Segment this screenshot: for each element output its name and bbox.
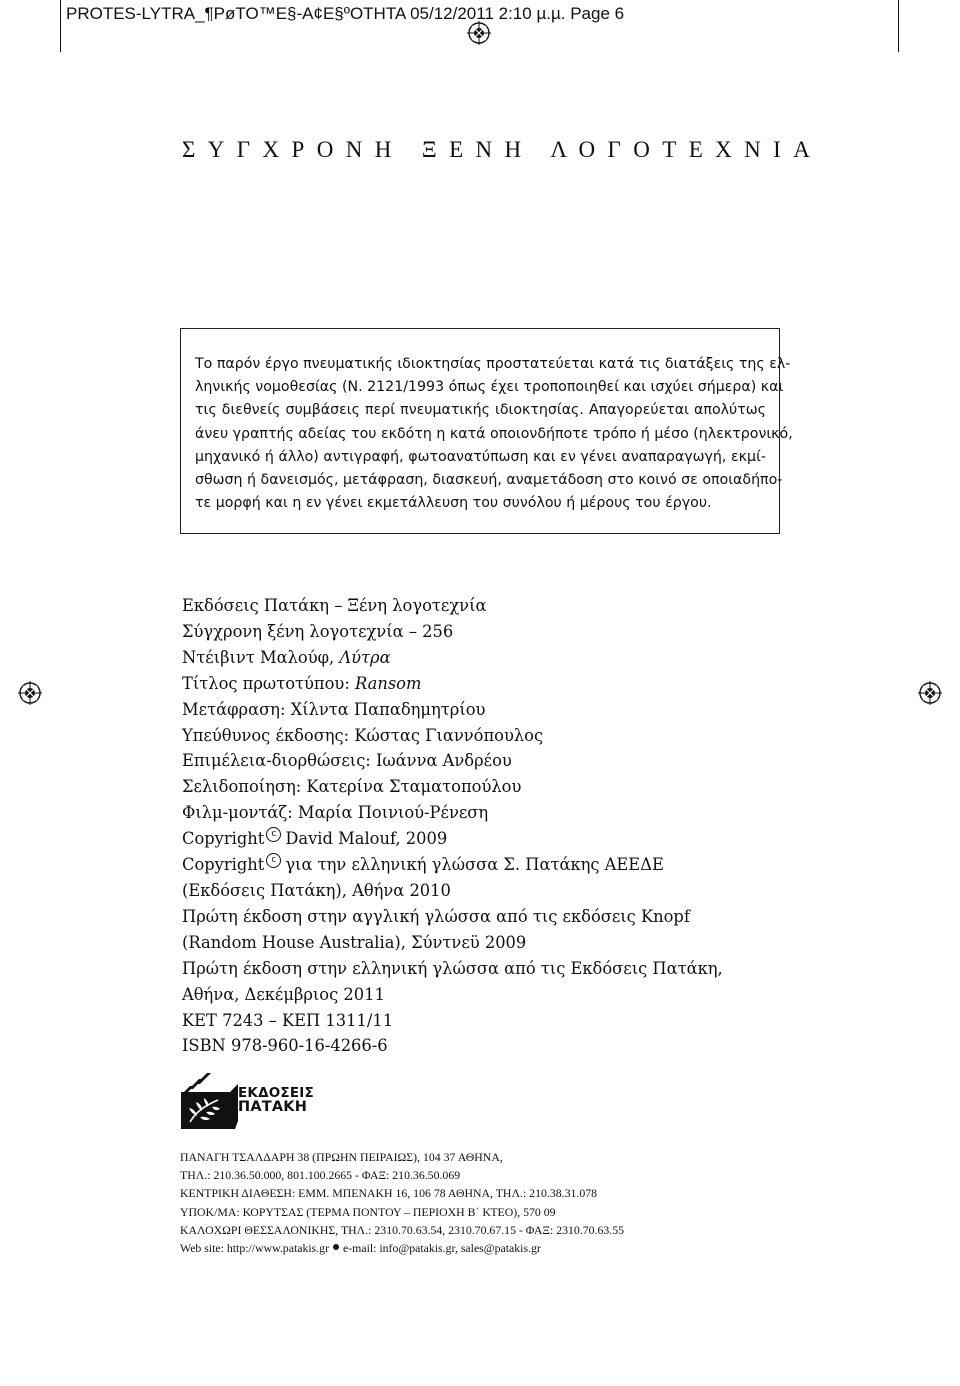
trim-line-top-left [60,0,61,52]
registration-mark-icon [918,681,942,705]
author-title-row [182,645,742,671]
translation: Μετάφραση: Χίλντα Παπαδημητρίου [182,699,486,719]
address-line: ΚΑΛΟΧΩΡΙ ΘΕΣΣΑΛΟΝΙΚΗΣ, ΤΗΛ.: 2310.70.63.54, 2310.70.67.15 - ΦΑΞ: 2310.70.63.55 [180,1222,625,1237]
first-edition-english: Πρώτη έκδοση στην αγγλική γλώσσα από τις εκδόσεις Knopf [182,906,690,926]
registration-mark-icon [18,681,42,705]
book-title: Λύτρα [339,647,391,667]
original-title-row [182,671,742,697]
notice-line: τε μορφή και η εν γένει εκμετάλλευση του συνόλου ή μέρους του έργου. [195,495,712,512]
copyright-word: Copyright [182,829,265,849]
copyright-greek-row [182,852,742,878]
colophon [182,593,742,1059]
series-number: Σύγχρονη ξένη λογοτεχνία – 256 [182,621,454,641]
web-contact-row [180,1239,800,1257]
original-title: Ransom [355,673,422,693]
email: e-mail: info@patakis.gr, sales@patakis.gr [343,1241,541,1256]
copyright-notice-box [180,328,793,534]
copyright-greek-cont: (Εκδόσεις Πατάκη), Αθήνα 2010 [182,880,451,900]
editor-in-charge: Υπεύθυνος έκδοσης: Κώστας Γιαννόπουλος [182,725,544,745]
address-line: ΥΠΟΚ/ΜΑ: ΚΟΡΥΤΣΑΣ (ΤΕΡΜΑ ΠΟΝΤΟΥ – ΠΕΡΙΟΧΗ Β΄ ΚΤΕΟ), 570 09 [180,1204,556,1219]
original-title-label: Τίτλος πρωτοτύπου: [182,673,355,693]
registration-mark-icon [467,21,491,45]
film-montage: Φιλμ-μοντάζ: Μαρία Ποινιού-Ρένεση [182,803,489,823]
address-line: ΠΑΝΑΓΗ ΤΣΑΛΔΑΡΗ 38 (ΠΡΩΗΝ ΠΕΙΡΑΙΩΣ), 104 37 ΑΘΗΝΑ, [180,1150,503,1164]
copyright-word: Copyright [182,855,265,875]
series-title: ΣΥΓΧΡΟΝΗ ΞΕΝΗ ΛΟΓΟΤΕΧΝΙΑ [182,137,823,162]
copyright-symbol-icon: c [266,827,281,842]
notice-line: σθωση ή δανεισμός, μετάφραση, διασκευή, αναμετάδοση στο κοινό σε οποιαδήπο- [195,472,783,489]
first-edition-greek: Πρώτη έκδοση στην ελληνική γλώσσα από τις Εκδόσεις Πατάκη, [182,958,723,978]
copyright-greek: για την ελληνική γλώσσα Σ. Πατάκης ΑΕΕΔΕ [285,855,664,875]
first-edition-greek-cont: Αθήνα, Δεκέμβριος 2011 [182,984,385,1004]
bullet-icon [333,1244,339,1250]
first-edition-english-cont: (Random House Australia), Σύντνεϋ 2009 [182,932,527,952]
notice-line: ληνικής νομοθεσίας (Ν. 2121/1993 όπως έχει τροποποιηθεί και ισχύει σήμερα) και [195,379,784,396]
logo-line-1: ΕΚΔΟΣΕΙΣ [238,1085,314,1101]
ket-kep: ΚΕΤ 7243 – ΚΕΠ 1311/11 [182,1010,394,1030]
proofreading: Επιμέλεια-διορθώσεις: Ιωάννα Ανδρέου [182,751,512,771]
notice-line: άνευ γραπτής αδείας του εκδότη η κατά οποιονδήποτε τρόπο ή μέσο (ηλεκτρονικό, [195,425,793,442]
trim-line-top-right [898,0,899,52]
copyright-original-row [182,826,742,852]
author: Ντέιβιντ Μαλούφ, [182,647,340,667]
isbn: ISBN 978-960-16-4266-6 [182,1036,388,1056]
notice-line: μηχανικό ή άλλο) αντιγραφή, φωτοανατύπωση και εν γένει αναπαραγωγή, εκμί- [195,448,766,465]
notice-line: τις διεθνείς συμβάσεις περί πνευματικής ιδιοκτησίας. Απαγορεύεται απολύτως [195,402,766,419]
logo-line-2: ΠΑΤΑΚΗ [238,1099,308,1115]
print-slug: PROTES-LYTRA_¶PøTO™E§-A¢E§ºOTHTA 05/12/2011 2:10 µ.µ. Page 6 [66,4,625,23]
copyright-symbol-icon: c [266,853,281,868]
address-line: ΤΗΛ.: 210.36.50.000, 801.100.2665 - ΦΑΞ: 210.36.50.069 [180,1168,461,1183]
publisher-address [180,1148,800,1257]
website: Web site: http://www.patakis.gr [180,1241,329,1256]
publisher-series: Εκδόσεις Πατάκη – Ξένη λογοτεχνία [182,596,487,615]
layout-credit: Σελιδοποίηση: Κατερίνα Σταματοπούλου [182,777,522,797]
address-line: ΚΕΝΤΡΙΚΗ ΔΙΑΘΕΣΗ: ΕΜΜ. ΜΠΕΝΑΚΗ 16, 106 78 ΑΘΗΝΑ, ΤΗΛ.: 210.38.31.078 [180,1186,598,1201]
notice-line: Το παρόν έργο πνευματικής ιδιοκτησίας προστατεύεται κατά τις διατάξεις της ελ- [195,356,791,372]
copyright-original: David Malouf, 2009 [285,829,448,849]
